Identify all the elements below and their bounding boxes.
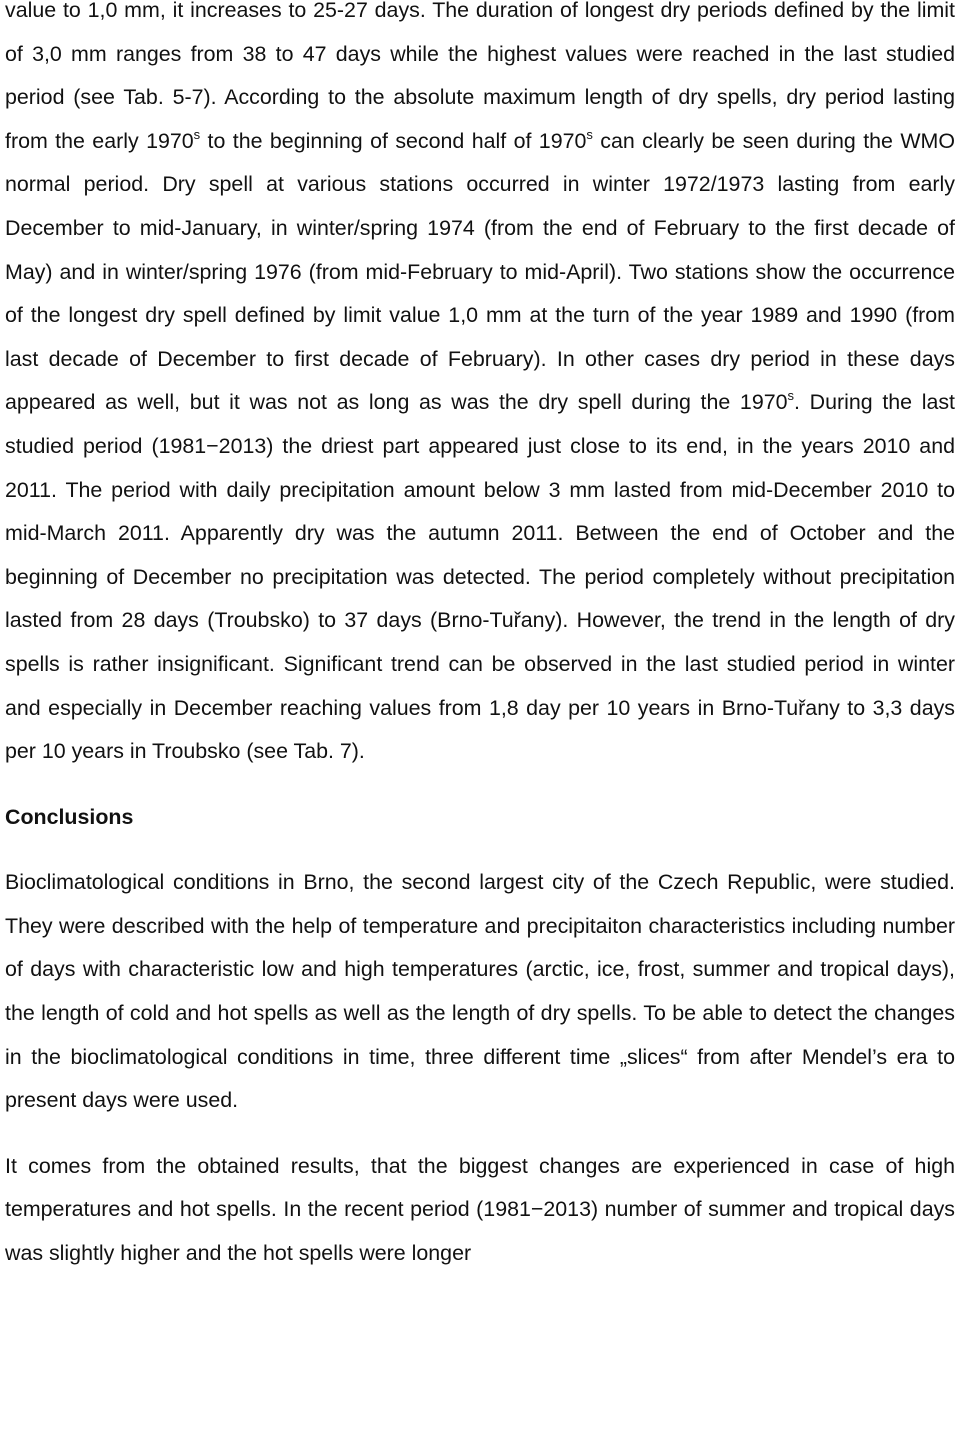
paragraph-segment: value to 1,0 mm, it increases to 25-27 days. The duration of longest dry periods defined by the limit of 3,0 mm ranges from 38 to 47 days while the highest values were reached in the last studied period (see Tab. 5-7). According to the absolute maximum length of dry spells, dry period lasting from the early 1970 bbox=[5, 0, 955, 153]
paragraph-spacer bbox=[5, 774, 955, 796]
paragraph-spacer bbox=[5, 839, 955, 861]
body-paragraph-conclusions-1: Bioclimatological conditions in Brno, the second largest city of the Czech Republic, were studied. They were described with the help of temperature and precipitaiton characteristics including number of days with characteristic low and high temperatures (arctic, ice, frost, summer and tropical days), the length of cold and hot spells as well as the length of dry spells. To be able to detect the changes in the bioclimatological conditions in time, three different time „slices“ from after Mendel’s era to present days were used. bbox=[5, 870, 955, 1113]
section-heading-conclusions: Conclusions bbox=[5, 804, 134, 829]
paragraph-segment: to the beginning of second half of 1970 bbox=[200, 128, 587, 153]
superscript-s: s bbox=[787, 388, 795, 404]
superscript-s: s bbox=[586, 126, 593, 142]
paragraph-segment: can clearly be seen during the WMO normal period. Dry spell at various stations occurred in winter 1972/1973 lasting from early December to mid-January, in winter/spring 1974 (from the end of February to the first decade of May) and in winter/spring 1976 (from mid-February to mid-April). Two stations show the occurrence of the longest dry spell defined by limit value 1,0 mm at the turn of the year 1989 and 1990 (from last decade of December to first decade of February). In other cases dry period in these days appeared as well, but it was not as long as was the dry spell during the 1970 bbox=[5, 128, 955, 415]
paragraph-segment: . During the last studied period (1981−2013) the driest part appeared just close to its end, in the years 2010 and 2011. The period with daily precipitation amount below 3 mm lasted from mid-December 2010 to mid-March 2011. Apparently dry was the autumn 2011. Between the end of October and the beginning of December no precipitation was detected. The period completely without precipitation lasted from 28 days (Troubsko) to 37 days (Brno-Tuřany). However, the trend in the length of dry spells is rather insignificant. Significant trend can be observed in the last studied period in winter and especially in December reaching values from 1,8 day per 10 years in Brno-Tuřany to 3,3 days per 10 years in Troubsko (see Tab. 7). bbox=[5, 390, 956, 764]
paragraph-spacer bbox=[5, 1123, 955, 1145]
superscript-s: s bbox=[193, 126, 201, 142]
body-paragraph-dry-spells bbox=[5, 0, 955, 774]
document-page bbox=[5, 0, 955, 1276]
body-paragraph-conclusions-2: It comes from the obtained results, that the biggest changes are experienced in case of high temperatures and hot spells. In the recent period (1981−2013) number of summer and tropical days was slightly higher and the hot spells were longer bbox=[5, 1153, 955, 1266]
